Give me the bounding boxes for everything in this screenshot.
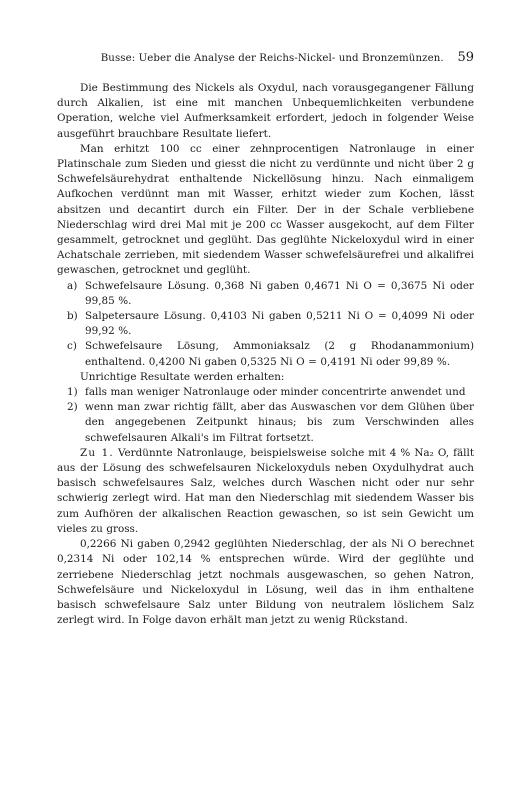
list-item-text: wenn man zwar richtig fällt, aber das Auswaschen vor dem Glühen über den angegebenen Zeitpunkt hinaus; bis zum Verschwinden alles schwefelsauren Alkali's im Filtrat fortsetzt. (85, 401, 474, 444)
list-item (57, 400, 474, 446)
running-title: Busse: Ueber die Analyse der Reichs-Nickel- und Bronzemünzen. (100, 53, 444, 64)
list-item-label: a) (67, 279, 78, 292)
list-item-text: Schwefelsaure Lösung. 0,368 Ni gaben 0,4671 Ni O = 0,3675 Ni oder 99,85 %. (85, 279, 474, 307)
list-item (57, 279, 474, 309)
list-item-text: Salpetersaure Lösung. 0,4103 Ni gaben 0,5211 Ni O = 0,4099 Ni oder 99,92 %. (85, 310, 474, 338)
paragraph-text: Verdünnte Natronlauge, beispielsweise solche mit 4 % Na₂ O, fällt aus der Lösung des schwefelsauren Nickeloxyduls neben Oxydulhydrat auch basisch schwefelsaures Salz, welches durch Waschen nicht oder nur sehr schwierig zerlegt wird. Hat man den Niederschlag mit siedendem Wasser bis zum Aufhören der alkalischen Reaction gewaschen, so ist sein Gewicht um vieles zu gross. (57, 446, 474, 535)
list-item-text: falls man weniger Natronlauge oder minder concentrirte anwendet und (85, 386, 466, 399)
body-text (57, 81, 474, 628)
list-item-label: 2) (67, 401, 78, 414)
paragraph: Die Bestimmung des Nickels als Oxydul, nach vorausgegangener Fällung durch Alkalien, ist eine mit manchen Unbequemlichkeiten verbundene Operation, welche viel Aufmerksamkeit erfordert, jedoch in folgender Weise ausgeführt brauchbare Resultate liefert. (57, 82, 474, 140)
list-item (57, 385, 474, 400)
paragraph: Unrichtige Resultate werden erhalten: (80, 370, 285, 383)
running-header (57, 50, 474, 72)
paragraph: Man erhitzt 100 cc einer zehnprocentigen Natronlauge in einer Platinschale zum Sieden und giesst die nicht zu verdünnte und nicht über 2 g Schwefelsäurehydrat enthaltende Nickellösung hinzu. Nach einmaligem Aufkochen verdünnt man mit Wasser, erhitzt wieder zum Kochen, lässt absitzen und decantirt durch ein Filter. Der in der Schale verbliebene Niederschlag wird drei Mal mit je 200 cc Wasser ausgekocht, auf dem Filter gesammelt, getrocknet und geglüht. Das geglühte Nickeloxydul wird in einer Achatschale zerrieben, mit siedendem Wasser schwefelsäurefrei und alkalifrei gewaschen, getrocknet und geglüht. (57, 142, 474, 277)
paragraph-lead: Zu 1. (80, 446, 114, 459)
list-item-label: c) (67, 340, 77, 353)
list-item-text: Schwefelsaure Lösung, Ammoniaksalz (2 g Rhodanammonium) enthaltend. 0,4200 Ni gaben 0,5325 Ni O = 0,4191 Ni oder 99,89 %. (85, 340, 474, 368)
list-item-label: b) (67, 310, 78, 323)
list-item-label: 1) (67, 386, 78, 399)
paragraph (57, 446, 474, 537)
paragraph: 0,2266 Ni gaben 0,2942 geglühten Niederschlag, der als Ni O berechnet 0,2314 Ni oder 102,14 % entsprechen würde. Wird der geglühte und zerriebene Niederschlag jetzt nochmals ausgewaschen, so gehen Natron, Schwefelsäure und Nickeloxydul in Lösung, weil das in ihm enthaltene basisch schwefelsaure Salz unter Bildung von neutralem löslichem Salz zerlegt wird. In Folge davon erhält man jetzt zu wenig Rückstand. (57, 538, 474, 627)
page-number: 59 (457, 50, 474, 65)
list-item (57, 309, 474, 339)
list-item (57, 339, 474, 369)
